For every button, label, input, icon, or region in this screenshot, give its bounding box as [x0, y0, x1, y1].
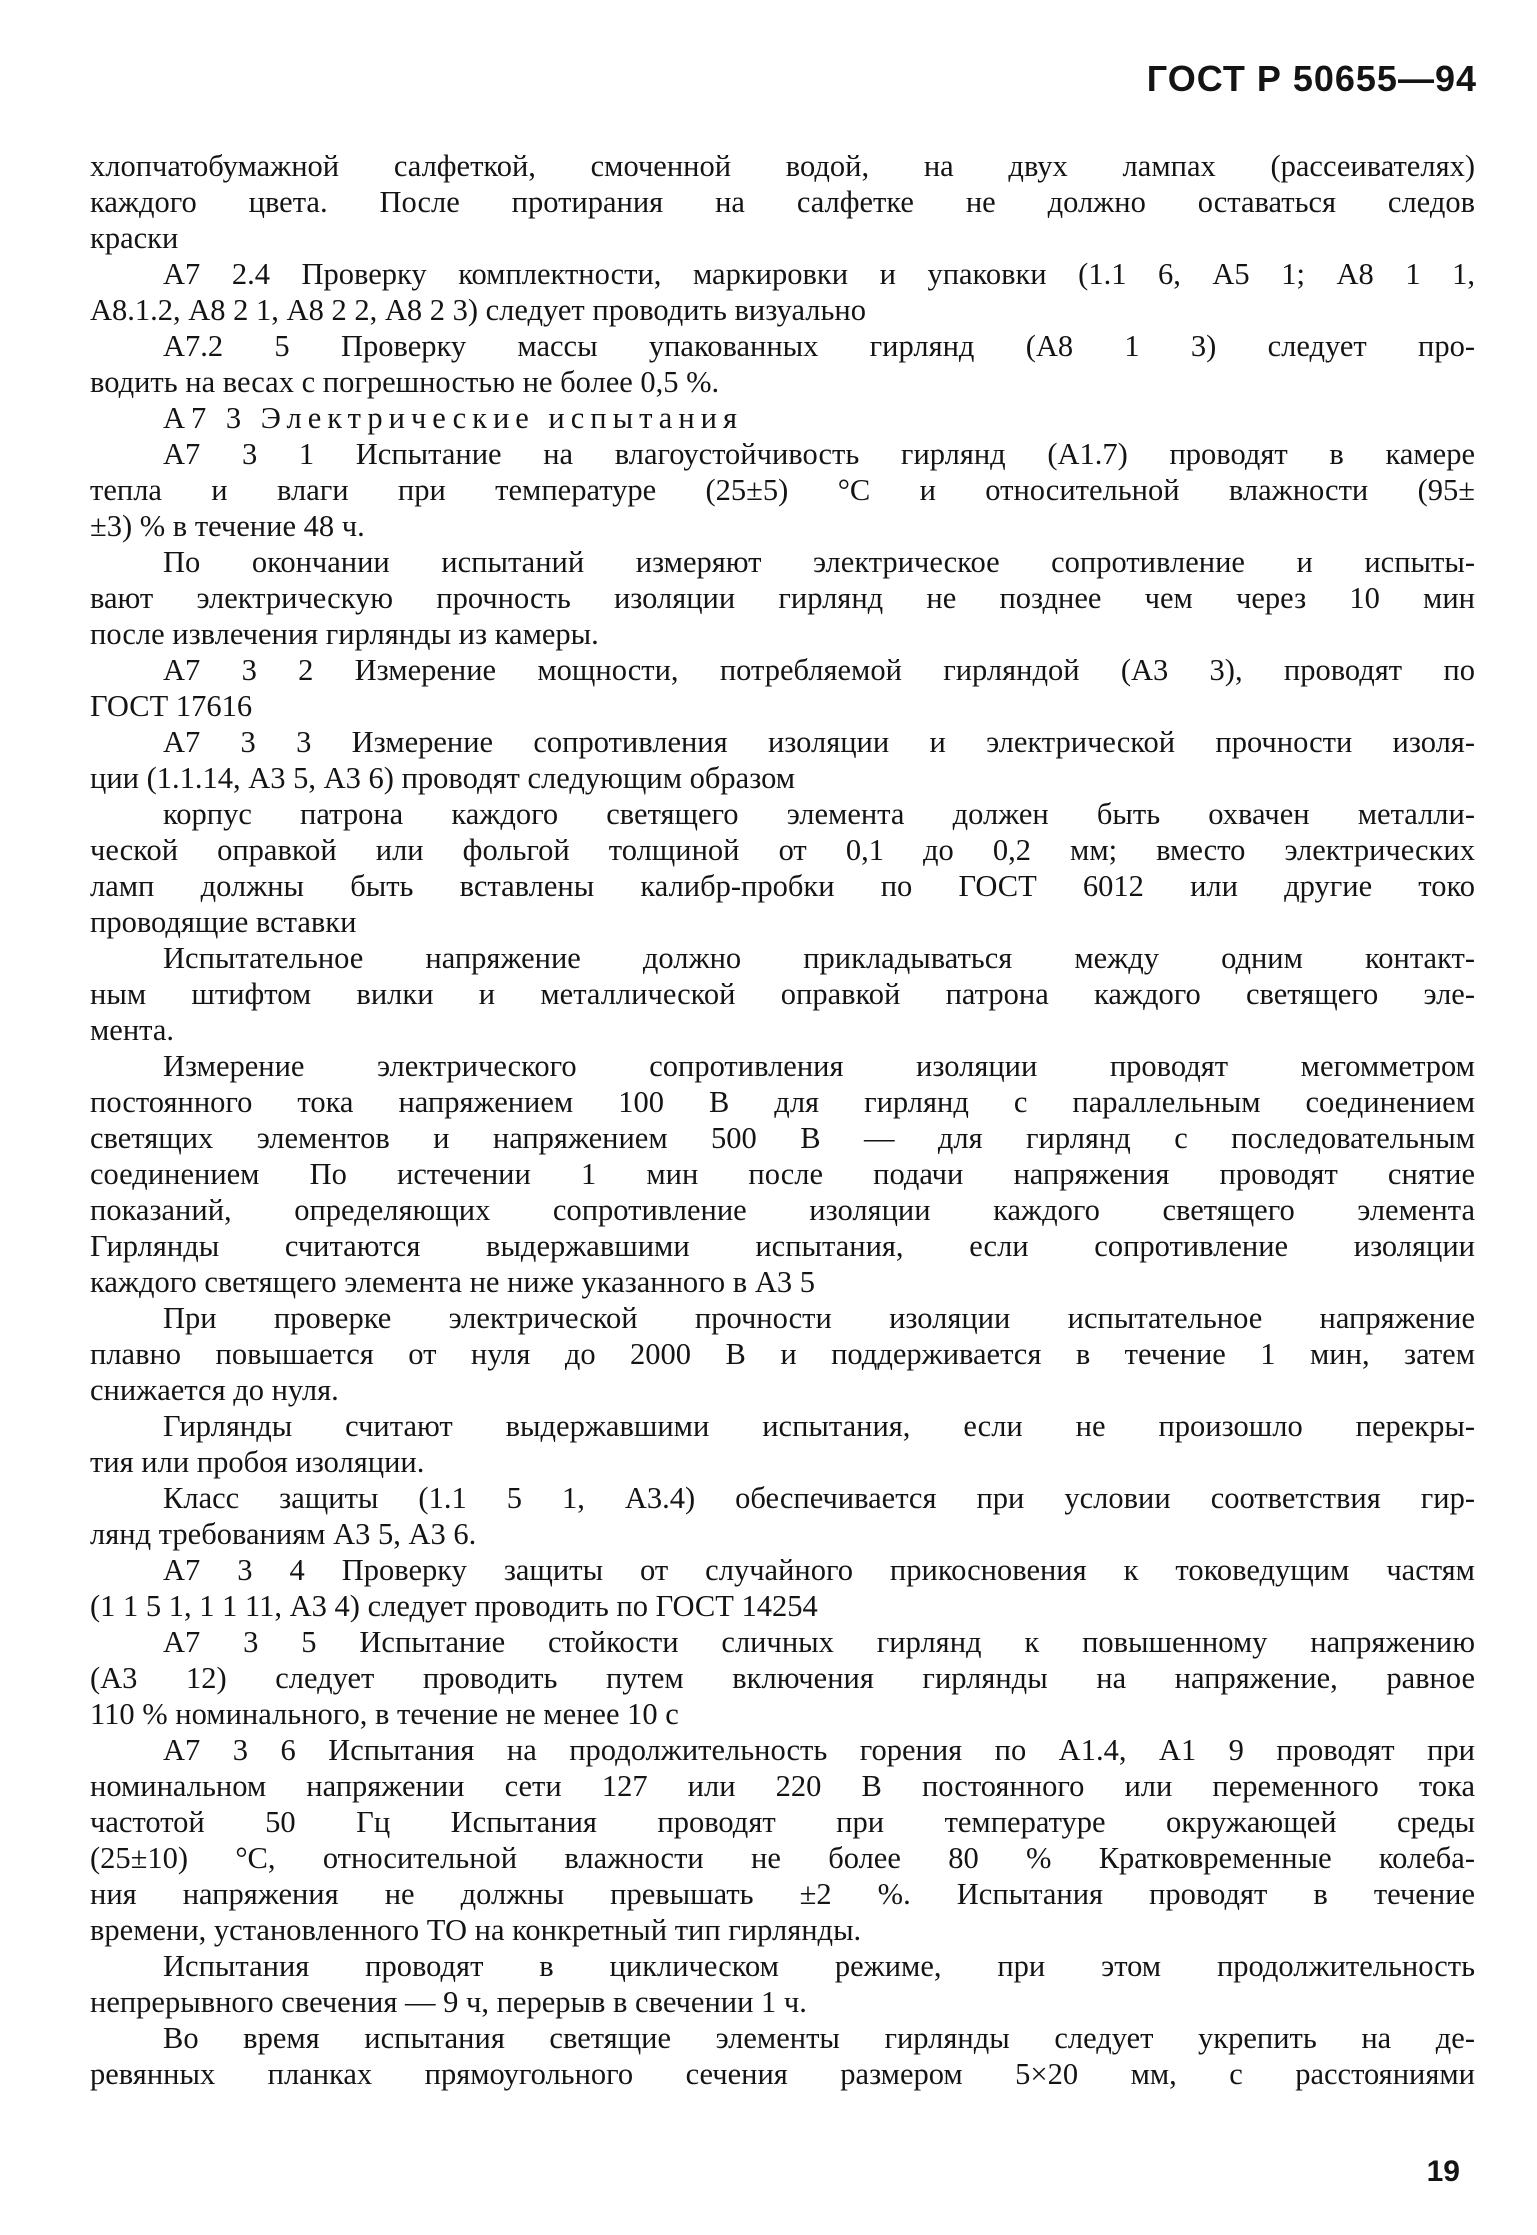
- text-line: каждого цвета. После протирания на салфетке не должно оставаться следов: [90, 185, 1475, 219]
- text-line: Измерение электрического сопротивления изоляции проводят мегомметром: [163, 1049, 1475, 1083]
- text-line: А7 3 2 Измерение мощности, потребляемой гирляндой (А3 3), проводят по: [163, 653, 1475, 687]
- text-line: каждого светящего элемента не ниже указанного в А3 5: [90, 1265, 815, 1299]
- text-line: А7 3 3 Измерение сопротивления изоляции и электрической прочности изоля-: [163, 725, 1475, 759]
- text-line: постоянного тока напряжением 100 В для гирлянд с параллельным соединением: [90, 1085, 1475, 1119]
- text-line: времени, установленного ТО на конкретный тип гирлянды.: [90, 1913, 862, 1947]
- text-line: мента.: [90, 1013, 175, 1047]
- text-line: (1 1 5 1, 1 1 11, А3 4) следует проводить по ГОСТ 14254: [90, 1589, 818, 1623]
- text-line: ревянных планках прямоугольного сечения размером 5×20 мм, с расстояниями: [90, 2057, 1475, 2091]
- text-line: А7 3 4 Проверку защиты от случайного прикосновения к токоведущим частям: [163, 1553, 1475, 1587]
- text-line: соединением По истечении 1 мин после подачи напряжения проводят снятие: [90, 1157, 1475, 1191]
- text-line: А7.2 5 Проверку массы упакованных гирлянд (А8 1 3) следует про-: [163, 329, 1475, 363]
- text-line: краски: [90, 221, 179, 255]
- text-line: корпус патрона каждого светящего элемента должен быть охвачен металли-: [163, 797, 1475, 831]
- text-line: Гирлянды считают выдержавшими испытания, если не произошло перекры-: [163, 1409, 1475, 1443]
- text-line: тия или пробоя изоляции.: [90, 1445, 425, 1479]
- text-line: Класс защиты (1.1 5 1, А3.4) обеспечивается при условии соответствия гир-: [163, 1481, 1475, 1515]
- page-number: 19: [1426, 2155, 1460, 2188]
- text-line: При проверке электрической прочности изоляции испытательное напряжение: [163, 1301, 1475, 1335]
- text-line: светящих элементов и напряжением 500 В — для гирлянд с последовательным: [90, 1121, 1475, 1155]
- text-line: Испытания проводят в циклическом режиме, при этом продолжительность: [163, 1949, 1475, 1983]
- text-line: после извлечения гирлянды из камеры.: [90, 617, 599, 651]
- text-line: ламп должны быть вставлены калибр-пробки по ГОСТ 6012 или другие токо: [90, 869, 1475, 903]
- text-line: По окончании испытаний измеряют электрическое сопротивление и испыты-: [163, 545, 1475, 579]
- text-line: ±3) % в течение 48 ч.: [90, 509, 365, 543]
- text-line: проводящие вставки: [90, 905, 357, 939]
- text-line: снижается до нуля.: [90, 1373, 339, 1407]
- text-line: частотой 50 Гц Испытания проводят при температуре окружающей среды: [90, 1805, 1475, 1839]
- text-line: вают электрическую прочность изоляции гирлянд не позднее чем через 10 мин: [90, 581, 1475, 615]
- text-line: Во время испытания светящие элементы гирлянды следует укрепить на де-: [163, 2021, 1475, 2055]
- text-line: А8.1.2, А8 2 1, А8 2 2, А8 2 3) следует проводить визуально: [90, 293, 866, 327]
- text-line: А7 3 1 Испытание на влагоустойчивость гирлянд (А1.7) проводят в камере: [163, 437, 1475, 471]
- text-line: Гирлянды считаются выдержавшими испытания, если сопротивление изоляции: [90, 1229, 1475, 1263]
- text-line: плавно повышается от нуля до 2000 В и поддерживается в течение 1 мин, затем: [90, 1337, 1475, 1371]
- text-line: ГОСТ 17616: [90, 689, 253, 723]
- text-line: (А3 12) следует проводить путем включения гирлянды на напряжение, равное: [90, 1661, 1475, 1695]
- text-line: показаний, определяющих сопротивление изоляции каждого светящего элемента: [90, 1193, 1475, 1227]
- text-line: водить на весах с погрешностью не более 0,5 %.: [90, 365, 720, 399]
- text-line: ным штифтом вилки и металлической оправкой патрона каждого светящего эле-: [90, 977, 1475, 1011]
- standard-designation: ГОСТ Р 50655—94: [1146, 58, 1477, 99]
- text-line: А7 2.4 Проверку комплектности, маркировки и упаковки (1.1 6, А5 1; А8 1 1,: [163, 257, 1475, 291]
- text-line: Испытательное напряжение должно прикладываться между одним контакт-: [163, 941, 1475, 975]
- text-line: тепла и влаги при температуре (25±5) °С и относительной влажности (95±: [90, 473, 1475, 507]
- text-line: непрерывного свечения — 9 ч, перерыв в свечении 1 ч.: [90, 1985, 807, 2019]
- text-line: лянд требованиям А3 5, А3 6.: [90, 1517, 477, 1551]
- text-line: ции (1.1.14, А3 5, А3 6) проводят следующим образом: [90, 761, 796, 795]
- text-line: А7 3 5 Испытание стойкости сличных гирлянд к повышенному напряжению: [163, 1625, 1475, 1659]
- text-line: 110 % номинального, в течение не менее 10 с: [90, 1697, 679, 1731]
- text-line: (25±10) °С, относительной влажности не более 80 % Кратковременные колеба-: [90, 1841, 1475, 1875]
- text-line: А7 3 Электрические испытания: [163, 401, 744, 435]
- text-line: номинальном напряжении сети 127 или 220 В постоянного или переменного тока: [90, 1769, 1475, 1803]
- body-text: [90, 148, 1475, 2092]
- text-line: А7 3 6 Испытания на продолжительность горения по А1.4, А1 9 проводят при: [163, 1733, 1475, 1767]
- text-line: ческой оправкой или фольгой толщиной от 0,1 до 0,2 мм; вместо электрических: [90, 833, 1475, 867]
- text-line: ния напряжения не должны превышать ±2 %. Испытания проводят в течение: [90, 1877, 1475, 1911]
- text-line: хлопчатобумажной салфеткой, смоченной водой, на двух лампах (рассеивателях): [90, 149, 1475, 183]
